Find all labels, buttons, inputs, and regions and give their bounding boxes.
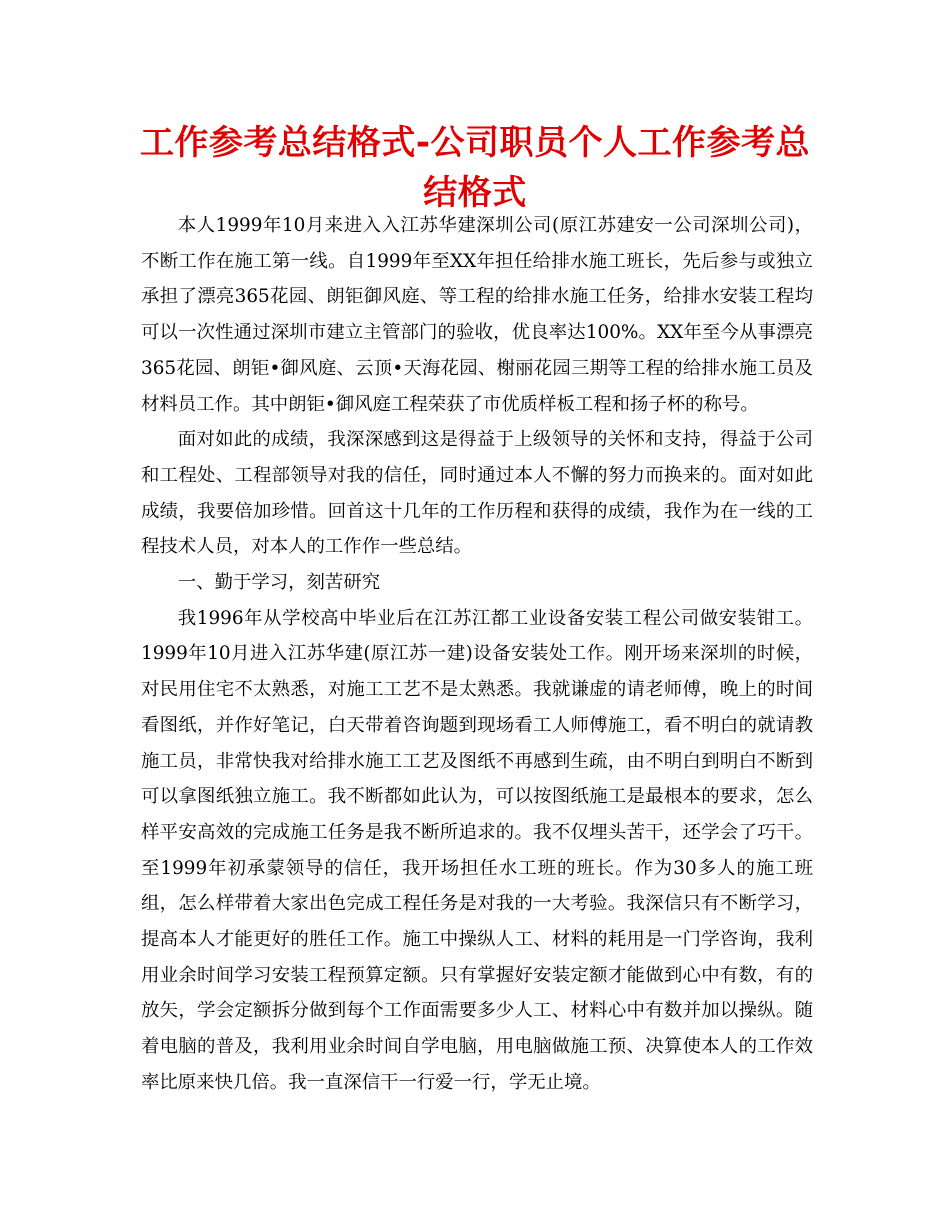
paragraph-reflection: 面对如此的成绩，我深深感到这是得益于上级领导的关怀和支持，得益于公司和工程处、工程部领导对我的信任，同时通过本人不懈的努力而换来的。面对如此成绩，我要倍加珍惜。回首这十几年的工作历程和获得的成绩，我作为在一线的工程技术人员，对本人的工作作一些总结。 bbox=[141, 429, 813, 558]
document-body bbox=[141, 208, 813, 1101]
paragraph-study: 我1996年从学校高中毕业后在江苏江都工业设备安装工程公司做安装钳工。1999年10月进入江苏华建(原江苏一建)设备安装处工作。刚开场来深圳的时候，对民用住宅不太熟悉，对施工工艺不是太熟悉。我就谦虚的请老师傅，晚上的时间看图纸，并作好笔记，白天带着咨询题到现场看工人师傅施工，看不明白的就请教施工员，非常快我对给排水施工工艺及图纸不再感到生疏，由不明白到明白不断到可以拿图纸独立施工。我不断都如此认为，可以按图纸施工是最根本的要求，怎么样平安高效的完成施工任务是我不断所追求的。我不仅埋头苦干，还学会了巧干。至1999年初承蒙领导的信任，我开场担任水工班的班长。作为30多人的施工班组，怎么样带着大家出色完成工程任务是对我的一大考验。我深信只有不断学习，提高本人才能更好的胜任工作。施工中操纵人工、材料的耗用是一门学咨询，我利用业余时间学习安装工程预算定额。只有掌握好安装定额才能做到心中有数，有的放矢，学会定额拆分做到每个工作面需要多少人工、材料心中有数并加以操纵。随着电脑的普及，我利用业余时间自学电脑，用电脑做施工预、决算使本人的工作效率比原来快几倍。我一直深信干一行爱一行，学无止境。 bbox=[141, 607, 813, 1093]
paragraph-intro: 本人1999年10月来进入入江苏华建深圳公司(原江苏建安一公司深圳公司)，不断工作在施工第一线。自1999年至XX年担任给排水施工班长，先后参与或独立承担了漂亮365花园、朗钜御风庭、等工程的给排水施工任务，给排水安装工程均可以一次性通过深圳市建立主管部门的验收，优良率达100%。XX年至今从事漂亮365花园、朗钜•御风庭、云顶•天海花园、榭丽花园三期等工程的给排水施工员及材料员工作。其中朗钜•御风庭工程荣获了市优质样板工程和扬子杯的称号。 bbox=[141, 215, 813, 415]
document-title: 工作参考总结格式-公司职员个人工作参考总结格式 bbox=[139, 123, 811, 213]
section-heading-study: 一、勤于学习，刻苦研究 bbox=[177, 572, 381, 594]
